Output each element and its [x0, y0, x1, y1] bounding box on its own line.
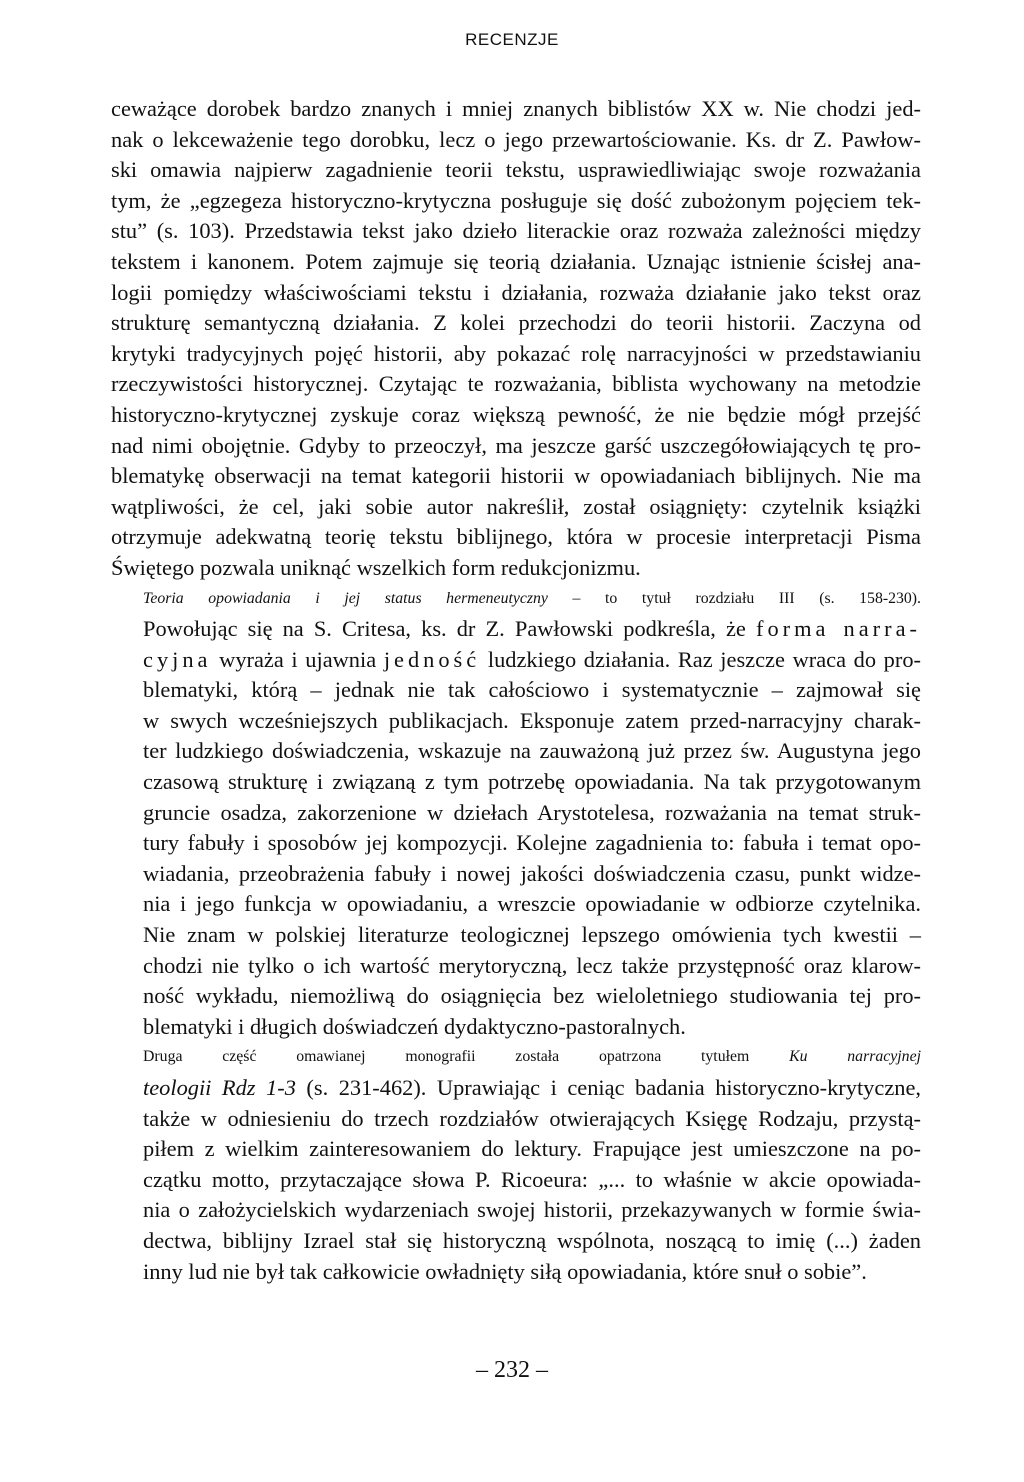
- text-line: Nie znam w polskiej literaturze teologicznej lepszego omówienia tych kwestii –: [143, 922, 921, 948]
- text-line: krytyki tradycyjnych pojęć historii, aby pokazać rolę narracyjności w przedstawianiu: [111, 340, 921, 366]
- text-run: (s. 231-462). Uprawiając i ceniąc badania historyczno-krytyczne,: [295, 1075, 921, 1100]
- text-line: tury fabuły i sposobów jej kompozycji. Kolejne zagadnienia to: fabuła i temat opo-: [143, 830, 921, 856]
- text-line: tekstem i kanonem. Potem zajmuje się teorią działania. Uznając istnienie ścisłej ana-: [111, 248, 921, 274]
- text-line: chodzi nie tylko o ich wartość merytoryczną, lecz także przystępność oraz klarow-: [143, 952, 921, 978]
- spaced-emphasis: forma narra-: [755, 616, 921, 642]
- text-line: piłem z wielkim zainteresowaniem do lektury. Frapujące jest umieszczone na po-: [143, 1136, 921, 1162]
- running-head: RECENZJE: [465, 30, 559, 49]
- text-line: wiadania, przeobrażenia fabuły i nowej jakości doświadczenia czasu, punkt widze-: [143, 860, 921, 886]
- text-line: ter ludzkiego doświadczenia, wskazuje na zauważoną już przez św. Augustyna jego: [143, 738, 921, 764]
- text-run: wyraża i ujawnia: [211, 646, 384, 672]
- text-line: ceważące dorobek bardzo znanych i mniej znanych biblistów XX w. Nie chodzi jed-: [111, 96, 921, 121]
- text-line: w swych wcześniejszych publikacjach. Eksponuje zatem przed-narracyjny charak-: [143, 707, 921, 733]
- text-line: Świętego pozwala uniknąć wszelkich form redukcjonizmu.: [111, 554, 641, 580]
- spaced-emphasis: jedność: [383, 646, 481, 672]
- text-run: Druga część omawianej monografii została opatrzona tytułem: [143, 1048, 790, 1066]
- text-line: nad nimi obojętnie. Gdyby to przeoczył, ma jeszcze garść uszczegółowiających tę pro-: [111, 432, 921, 458]
- text-line: [111, 645, 921, 676]
- text-line: rzeczywistości historycznej. Czytając te rozważania, biblista wychowany na metodzie: [111, 371, 921, 397]
- paragraph: [111, 584, 921, 1043]
- text-line: ski omawia najpierw zagadnienie teorii tekstu, usprawiedliwiając swoje rozważania: [111, 157, 921, 183]
- text-line: strukturę semantyczną działania. Z kolei przechodzi do teorii historii. Zaczyna od: [111, 310, 921, 336]
- spaced-emphasis: cyjna: [143, 646, 212, 672]
- paragraph: [111, 1042, 921, 1287]
- text-line: ność wykładu, niemożliwą do osiągnięcia bez wieloletniego studiowania tej pro-: [143, 983, 921, 1009]
- text-line: dectwa, biblijny Izrael stał się historyczną wspólnota, noszącą to imię (...) żaden: [143, 1227, 921, 1253]
- text-line: nia o założycielskich wydarzeniach swojej historii, przekazywanych w formie świa-: [143, 1197, 921, 1223]
- text-line: historyczno-krytycznej zyskuje coraz większą pewność, że nie będzie mógł przejść: [111, 401, 921, 427]
- text-line: otrzymuje adekwatną teorię tekstu biblijnego, która w procesie interpretacji Pisma: [111, 524, 921, 550]
- text-run: Powołując się na S. Critesa, ks. dr Z. Pawłowski podkreśla, że: [143, 616, 756, 642]
- paragraph: [111, 94, 921, 584]
- text-line: wątpliwości, że cel, jaki sobie autor nakreślił, został osiągnięty: czytelnik książki: [111, 493, 921, 519]
- chapter-title: Teoria opowiadania i jej status hermeneutyczny: [143, 589, 548, 607]
- page-number: – 232 –: [476, 1357, 548, 1383]
- text-line: [111, 1042, 921, 1073]
- text-line: blematykę obserwacji na temat kategorii historii w opowiadaniach biblijnych. Nie ma: [111, 463, 921, 489]
- text-line: inny lud nie był tak całkowicie owładnięty siłą opowiadania, które snuł o sobie”.: [143, 1258, 867, 1284]
- text-line: [111, 614, 921, 645]
- text-line: tym, że „egzegeza historyczno-krytyczna posługuje się dość zubożonym pojęciem tek-: [111, 187, 921, 213]
- body-text: [111, 94, 921, 1287]
- text-line: blematyki i długich doświadczeń dydaktyczno-pastoralnych.: [143, 1013, 686, 1039]
- part-title: Ku narracyjnej: [789, 1048, 921, 1066]
- text-run: ludzkiego działania. Raz jeszcze wraca do pro-: [480, 646, 921, 672]
- text-line: blematyki, którą – jednak nie tak całościowo i systematycznie – zajmował się: [143, 677, 921, 703]
- text-run: – to tytuł rozdziału III (s. 158-230).: [547, 589, 922, 607]
- text-line: logii pomiędzy właściwościami tekstu i działania, rozważa działanie jako tekst oraz: [111, 279, 921, 305]
- text-line: także w odniesieniu do trzech rozdziałów otwierających Księgę Rodzaju, przystą-: [143, 1105, 921, 1131]
- part-title: teologii Rdz 1-3: [143, 1075, 296, 1100]
- text-line: stu” (s. 103). Przedstawia tekst jako dzieło literackie oraz rozważa zależności między: [111, 218, 921, 244]
- text-line: nia i jego funkcja w opowiadaniu, a wreszcie opowiadanie w odbiorze czytelnika.: [143, 891, 921, 917]
- text-line: czasową strukturę i związaną z tym potrzebę opowiadania. Na tak przygotowanym: [143, 769, 921, 795]
- text-line: nak o lekceważenie tego dorobku, lecz o jego przewartościowanie. Ks. dr Z. Pawłow-: [111, 126, 921, 152]
- text-line: [111, 584, 921, 615]
- text-line: czątku motto, przytaczające słowa P. Ricoeura: „... to właśnie w akcie opowiada-: [143, 1166, 921, 1192]
- text-line: [111, 1073, 921, 1104]
- text-line: gruncie osadza, zakorzenione w dziełach Arystotelesa, rozważania na temat struk-: [143, 799, 921, 825]
